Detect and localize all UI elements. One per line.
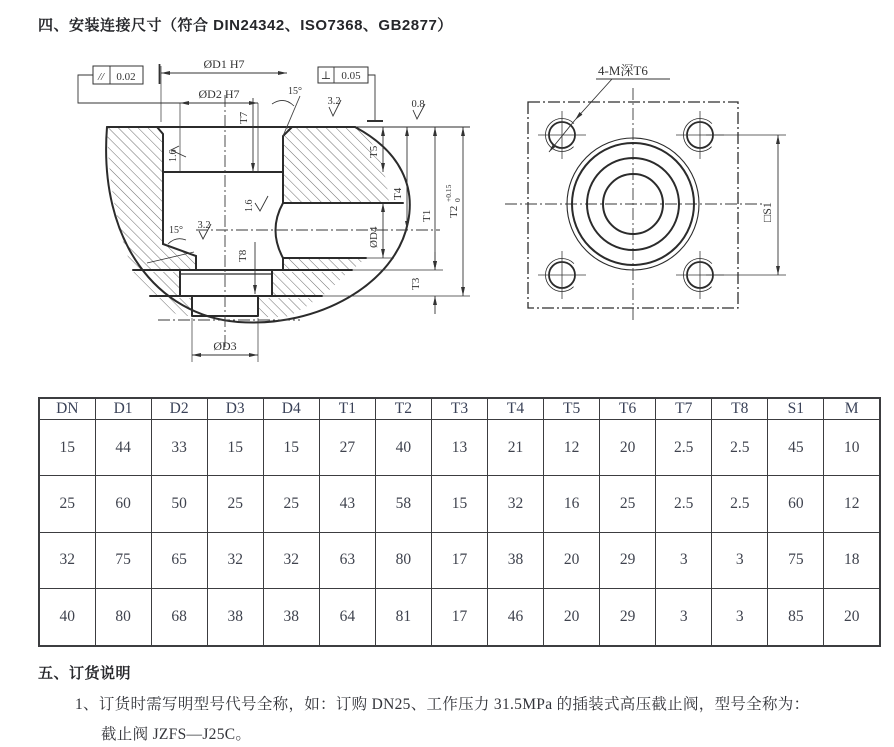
dim-s1-label: □S1 [760, 202, 774, 222]
table-cell: 64 [319, 588, 375, 646]
table-cell: 20 [544, 532, 600, 588]
table-cell: 32 [263, 532, 319, 588]
section-view [78, 57, 470, 362]
dim-t2-tol-sub: 0 [453, 198, 462, 202]
table-cell: 60 [768, 476, 824, 532]
table-cell: 38 [488, 532, 544, 588]
perpendicularity-value: 0.05 [341, 70, 361, 82]
angle-top-label: 15° [288, 86, 302, 97]
table-cell: 18 [824, 532, 880, 588]
table-cell: 40 [375, 420, 431, 476]
parallelism-symbol: // [97, 71, 105, 83]
angle-seat-label: 15° [169, 225, 183, 236]
bolt-hole [538, 111, 586, 159]
table-header-cell: DN [39, 398, 95, 420]
bolt-hole [538, 251, 586, 299]
perpendicularity-symbol: ⊥ [320, 70, 332, 82]
table-header-cell: T4 [488, 398, 544, 420]
table-header-cell: D4 [263, 398, 319, 420]
dim-t4-label: T4 [392, 187, 404, 200]
table-cell: 75 [95, 532, 151, 588]
table-row [39, 532, 880, 588]
table-cell: 32 [207, 532, 263, 588]
table-cell: 25 [207, 476, 263, 532]
table-cell: 38 [207, 588, 263, 646]
table-cell: 33 [151, 420, 207, 476]
table-cell: 3 [712, 588, 768, 646]
table-cell: 29 [600, 588, 656, 646]
table-cell: 85 [768, 588, 824, 646]
table-cell: 12 [544, 420, 600, 476]
table-header-cell: T2 [375, 398, 431, 420]
dim-t3-label: T3 [410, 277, 422, 290]
dim-t8-label: T8 [237, 249, 249, 262]
ordering-note-line2: 截止阀 JZFS—J25C。 [101, 726, 252, 743]
table-cell: 15 [207, 420, 263, 476]
table-cell: 58 [375, 476, 431, 532]
dim-d4-label: ØD4 [368, 226, 380, 248]
table-cell: 2.5 [712, 476, 768, 532]
table-cell: 3 [656, 532, 712, 588]
table-cell: 17 [431, 588, 487, 646]
table-header-cell: D3 [207, 398, 263, 420]
table-cell: 50 [151, 476, 207, 532]
table-cell: 45 [768, 420, 824, 476]
table-cell: 29 [600, 532, 656, 588]
dim-t2-label: T2 [448, 205, 460, 218]
table-cell: 32 [39, 532, 95, 588]
table-row [39, 476, 880, 532]
table-header-cell: S1 [768, 398, 824, 420]
table-cell: 25 [263, 476, 319, 532]
table-cell: 20 [600, 420, 656, 476]
table-cell: 46 [488, 588, 544, 646]
table-cell: 2.5 [712, 420, 768, 476]
dim-d2-label: ØD2 H7 [198, 87, 240, 101]
table-header-row [39, 398, 880, 420]
parallelism-value: 0.02 [116, 71, 136, 83]
table-header-cell: M [824, 398, 880, 420]
dim-d3-label: ØD3 [213, 339, 237, 353]
table-cell: 3 [712, 532, 768, 588]
dimension-table [38, 397, 881, 647]
table-cell: 68 [151, 588, 207, 646]
table-header-cell: T3 [431, 398, 487, 420]
table-cell: 25 [600, 476, 656, 532]
section5 [38, 662, 868, 743]
flange-centerlines [505, 88, 762, 322]
table-cell: 81 [375, 588, 431, 646]
table-header-cell: T8 [712, 398, 768, 420]
table-cell: 3 [656, 588, 712, 646]
roughness-16-mid: 1.6 [244, 199, 255, 212]
table-cell: 21 [488, 420, 544, 476]
thread-callout-label: 4-M深T6 [598, 63, 648, 78]
table-cell: 27 [319, 420, 375, 476]
table-cell: 15 [431, 476, 487, 532]
dim-t1-label: T1 [421, 209, 433, 222]
hatch-regions [107, 127, 389, 317]
roughness-08: 0.8 [411, 99, 425, 110]
table-cell: 80 [375, 532, 431, 588]
table-cell: 80 [95, 588, 151, 646]
table-cell: 20 [544, 588, 600, 646]
table-cell: 63 [319, 532, 375, 588]
table-cell: 43 [319, 476, 375, 532]
section4-title: 四、安装连接尺寸（符合 DIN24342、ISO7368、GB2877） [38, 17, 453, 34]
table-cell: 10 [824, 420, 880, 476]
table-cell: 17 [431, 532, 487, 588]
table-header-cell: D1 [95, 398, 151, 420]
table-cell: 16 [544, 476, 600, 532]
dim-t7-label: T7 [238, 111, 250, 124]
table-cell: 32 [488, 476, 544, 532]
table-cell: 44 [95, 420, 151, 476]
bolt-holes [538, 111, 724, 299]
table-cell: 20 [824, 588, 880, 646]
s1-dimension [706, 135, 786, 275]
roughness-16-wall: 1.6 [168, 149, 179, 162]
table-row [39, 420, 880, 476]
table-cell: 2.5 [656, 420, 712, 476]
table-cell: 2.5 [656, 476, 712, 532]
roughness-32-top: 3.2 [327, 96, 341, 107]
flange-top-view [505, 63, 786, 322]
dim-t2-tol-sup: +0.15 [444, 184, 453, 202]
ordering-note-line1: 1、订货时需写明型号代号全称，如：订购 DN25、工作压力 31.5MPa 的插装式高压截止阀，型号全称为： [75, 696, 810, 713]
table-header-cell: T5 [544, 398, 600, 420]
table-cell: 13 [431, 420, 487, 476]
table-cell: 40 [39, 588, 95, 646]
table-cell: 12 [824, 476, 880, 532]
table-cell: 15 [39, 420, 95, 476]
dim-t5-label: T5 [368, 145, 380, 158]
table-cell: 65 [151, 532, 207, 588]
dim-t2-label-group [444, 184, 462, 218]
table-cell: 60 [95, 476, 151, 532]
table-header-cell: T6 [600, 398, 656, 420]
table-row [39, 588, 880, 646]
dim-d1-label: ØD1 H7 [203, 57, 245, 71]
table-cell: 75 [768, 532, 824, 588]
port-concave [276, 203, 284, 270]
table-header-cell: T7 [656, 398, 712, 420]
table-cell: 25 [39, 476, 95, 532]
table-cell: 38 [263, 588, 319, 646]
table-header-cell: T1 [319, 398, 375, 420]
section5-title: 五、订货说明 [38, 665, 132, 682]
table-header-cell: D2 [151, 398, 207, 420]
dimension-table-wrap [38, 397, 881, 647]
roughness-32-seat: 3.2 [197, 220, 211, 231]
table-cell: 15 [263, 420, 319, 476]
